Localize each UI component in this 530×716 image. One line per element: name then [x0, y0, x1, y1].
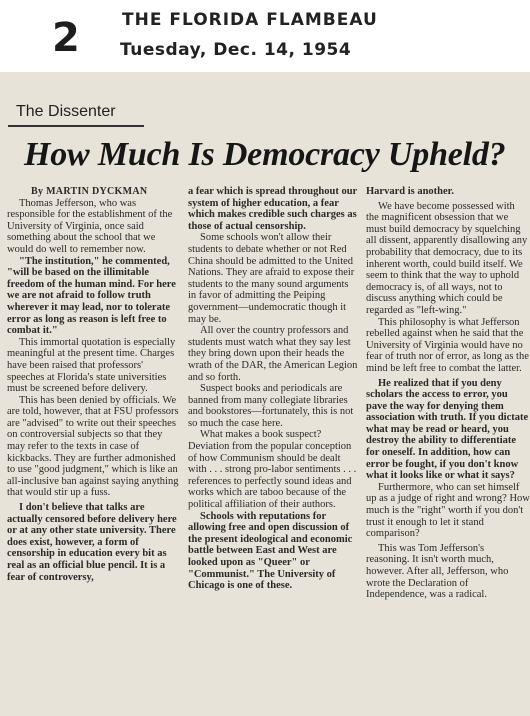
- paragraph: This has been denied by officials. We are told, however, that at FSU professors are "advised" to write out their speeches on controversial subjects so that they may refer to the texts in case of kickbacks. They are further admonished to use "good judgment," which is like an all-inclusive ban against saying anything that would stir up a fuss.: [7, 394, 179, 499]
- paragraph: He realized that if you deny scholars the access to error, you pave the way for denying them association with truth. If you dictate what may be read or heard, you destroy the ability to differentiate for oneself. In addition, how can error be fought, if you don't know what it looks like or what it says?: [366, 377, 529, 482]
- column-label: The Dissenter: [16, 103, 116, 120]
- article-column-2: [188, 186, 358, 716]
- page-number: 2: [52, 15, 80, 61]
- column-label-rule: [8, 125, 144, 127]
- paragraph: What makes a book suspect? Deviation from the popular conception of how Communism should be dealt with . . . strong pro-labor sentiments . . . references to perfectly sound ideas and works which are taboo because of the political affiliation of their authors.: [188, 429, 357, 511]
- issue-date: Tuesday, Dec. 14, 1954: [120, 40, 352, 60]
- paragraph: All over the country professors and students must watch what they say lest they bring down upon their heads the wrath of the DAR, the American Legion and so forth.: [188, 325, 358, 383]
- masthead: [0, 0, 530, 72]
- article-column-1: [7, 186, 180, 716]
- byline: By MARTIN DYCKMAN: [31, 186, 148, 197]
- paragraph: a fear which is spread throughout our system of higher education, a fear which makes credible such charges as those of actual censorship.: [188, 186, 357, 232]
- paragraph: I don't believe that talks are actually censored before delivery here or at any other state university. There does exist, however, a form of censorship in education every bit as real as an official blue pencil. It is a fear of controversy,: [7, 502, 177, 583]
- paragraph: This philosophy is what Jefferson rebelled against when he said that the University of Virginia would have no fear of truth nor of error, as long as the mind be left free to combat the latter.: [366, 316, 529, 374]
- paragraph: Some schools won't allow their students to debate whether or not Red China should be admitted to the United Nations. They are afraid to expose their students to the many sound arguments in favor of admitting the Peiping government—undemocratic though it may be.: [188, 232, 355, 325]
- article-column-3: [366, 186, 530, 716]
- headline: How Much Is Democracy Upheld?: [24, 136, 506, 173]
- paragraph: Schools with reputations for allowing free and open discussion of the present ideological and economic battle between East and West are looked upon as "Queer" or "Communist." The University of Chicago is one of these.: [188, 510, 353, 592]
- paragraph: We have become possessed with the magnificent obsession that we must build democracy by squelching all dissent, apparently disallowing any probability that democracy, due to its inherent worth, could build itself. We seem to think that the way to uphold democracy is, of all ways, not to discuss anything which could be regarded as "left-wing.": [366, 200, 528, 316]
- newspaper-name: THE FLORIDA FLAMBEAU: [122, 10, 378, 30]
- paragraph: This immortal quotation is especially meaningful at the present time. Charges have been raised that professors' speeches at Florida's state universities must be screened before delivery.: [7, 336, 176, 395]
- paragraph: "The institution," he commented, "will be based on the illimitable freedom of the human mind. For here we are not afraid to follow truth wherever it may lead, nor to tolerate error as long as reason is left free to combat it.": [7, 255, 176, 337]
- paragraph: This was Tom Jefferson's reasoning. It isn't worth much, however. After all, Jefferson, who wrote the Declaration of Independence, was a radical.: [366, 542, 509, 601]
- paragraph: Furthermore, who can set himself up as a judge of right and wrong? How much is the "right" worth if you don't trust it enough to let it stand comparison?: [366, 481, 530, 540]
- paragraph: Harvard is another.: [366, 186, 454, 197]
- paragraph: Thomas Jefferson, who was responsible for the establishment of the University of Virginia, once said something about the school that we would do well to remember now.: [7, 197, 173, 255]
- paragraph: Suspect books and periodicals are banned from many collegiate libraries and bookstores—fortunately, this is not so much the case here.: [188, 383, 354, 429]
